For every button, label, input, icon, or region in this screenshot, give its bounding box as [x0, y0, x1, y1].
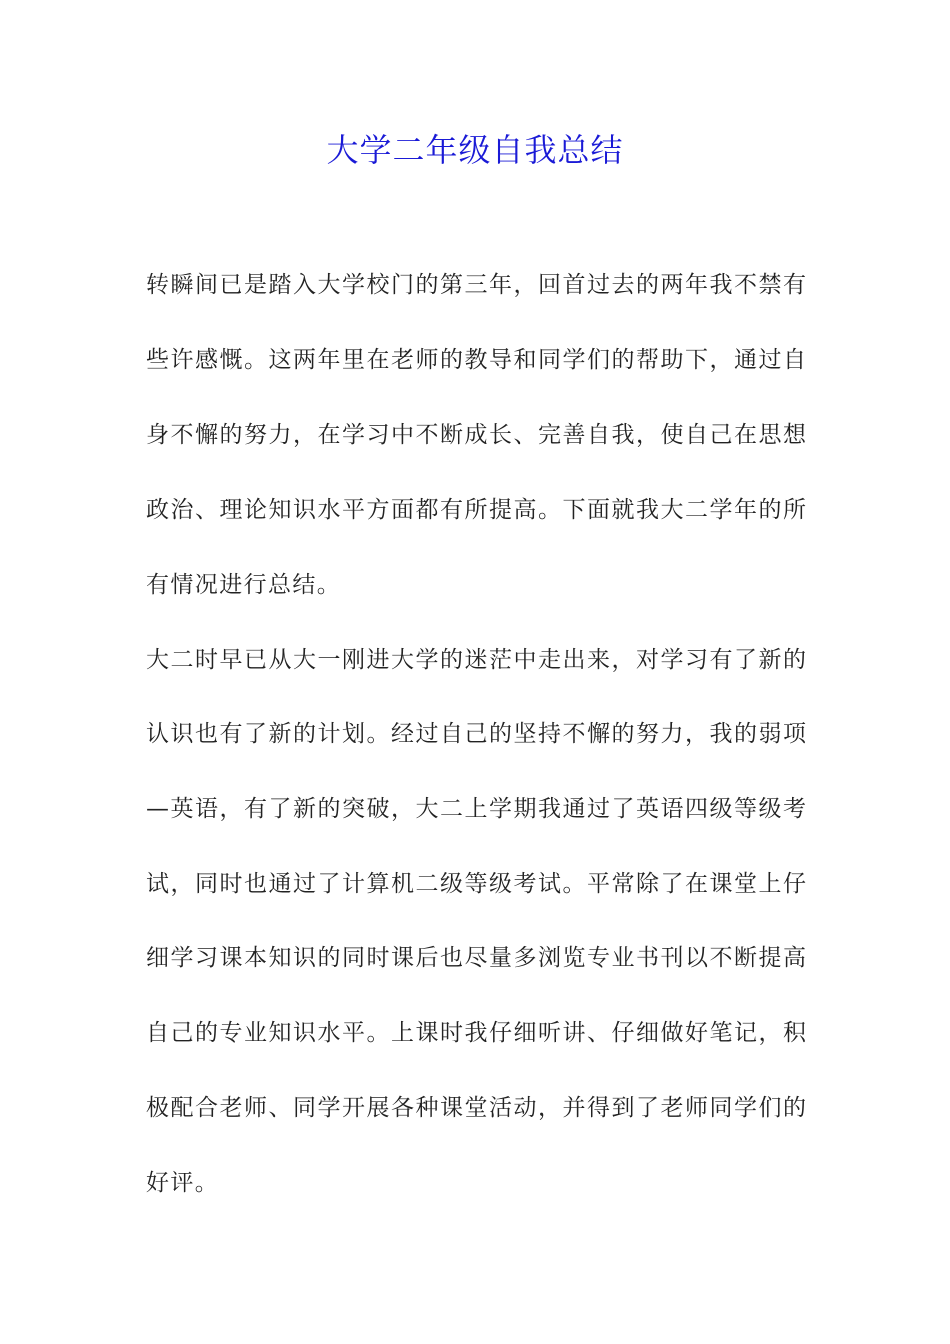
paragraph-2-line-6: 自己的专业知识水平。上课时我仔细听讲、仔细做好笔记，积 [146, 1020, 806, 1046]
paragraph-2-line-2: 认识也有了新的计划。经过自己的坚持不懈的努力，我的弱项 [146, 721, 806, 747]
paragraph-2-line-3: —英语，有了新的突破，大二上学期我通过了英语四级等级考 [146, 796, 806, 822]
paragraph-2-line-7: 极配合老师、同学开展各种课堂活动，并得到了老师同学们的 [146, 1095, 806, 1121]
paragraph-1-line-1: 转瞬间已是踏入大学校门的第三年，回首过去的两年我不禁有 [146, 272, 806, 298]
paragraph-1-line-2: 些许感慨。这两年里在老师的教导和同学们的帮助下，通过自 [146, 347, 806, 373]
document-title: 大学二年级自我总结 [326, 131, 624, 169]
paragraph-1-line-3: 身不懈的努力，在学习中不断成长、完善自我，使自己在思想 [146, 422, 806, 448]
paragraph-2-line-4: 试，同时也通过了计算机二级等级考试。平常除了在课堂上仔 [146, 871, 806, 897]
paragraph-1-line-4: 政治、理论知识水平方面都有所提高。下面就我大二学年的所 [146, 497, 806, 523]
paragraph-2-line-8: 好评。 [146, 1170, 220, 1196]
paragraph-2-line-5: 细学习课本知识的同时课后也尽量多浏览专业书刊以不断提高 [146, 945, 806, 971]
paragraph-1-line-5: 有情况进行总结。 [146, 572, 342, 598]
paragraph-2-line-1: 大二时早已从大一刚进大学的迷茫中走出来，对学习有了新的 [146, 647, 806, 673]
